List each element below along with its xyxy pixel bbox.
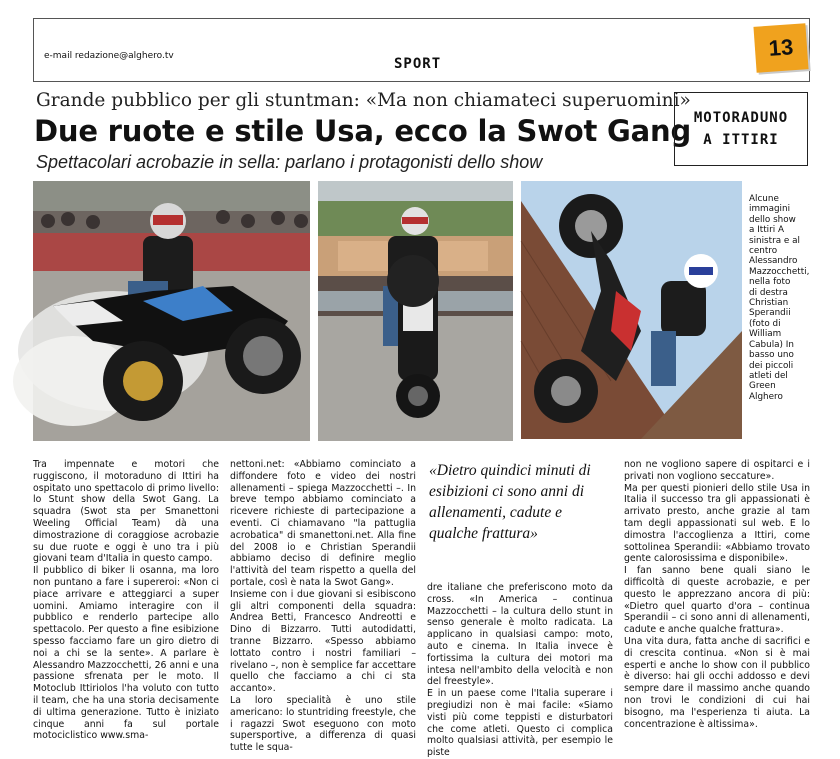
column-paragraph: La loro specialità è uno stile americano: lo stuntriding freestyle, che i ragazzi Swot eseguono con moto supersportive, a differenza di quasi tutte le squa- [230,694,416,754]
column-paragraph: Il pubblico di biker li osanna, ma loro non puntano a fare i supereroi: «Non ci piace arrivare e atteggiarci a super uomini. Amiamo interagire con il pubblico e renderlo partecipe allo spettacolo. Per questo a fine esibizione spesso facciamo fare un giro dietro di noi a chi se la sente». A parlare è Alessandro Mazzocchetti, 26 anni e una passione sfrenata per le moto. Il Motoclub Ittiriolos l'ha voluto con tutto il team, che ha una storia decisamente di ultima generazione. Tutto è iniziato cinque anni fa sul portale motociclistico www.sma- [33,565,219,742]
pull-quote: «Dietro quindici minuti di esibizioni ci sono anni di allenamenti, cadute e qualche frattura» [429,462,591,542]
stuntman-burnout-photo [33,181,310,441]
column-paragraph: dre italiane che preferiscono moto da cross. «In America – continua Mazzocchetti – la cultura dello stunt in senso generale è molto radicata. La applicano in qualsiasi campo: moto, auto e cinema. In Italia invece è fortissima la cultura dei motori ma intesa nell'ambito della velocità e non del freestyle». [427,582,613,688]
column-paragraph: Ma per questi pionieri dello stile Usa in Italia il successo tra gli appassionati è arrivato presto, anche grazie al tam tam degli appassionati sul web. E lo dimostra l'accoglienza a Ittiri, come sottolinea Sperandii: «Abbiamo trovato gente calorosissima e disponibile». [624,482,810,565]
column-paragraph: E in un paese come l'Italia superare i pregiudizi non è mai facile: «Siamo visti più come teppisti e disturbatori che come atleti. Questo ci complica molto qualsiasi attività, per esempio le piste [427,688,613,759]
article-column-4 [624,459,810,751]
column-paragraph: Insieme con i due giovani si esibiscono gli altri componenti della squadra: Andrea Betti, Francesco Andreotti e Dino di Bizzarro. Tutti autodidatti, tranne Bizzarro. «Spesso abbiamo lottato contro i nostri familiari – rivelano –, non è semplice far accettare quello che facciamo a chi ci sta accanto». [230,588,416,695]
header-email: e-mail redazione@alghero.tv [44,51,174,61]
photo-caption: Alcune immagini dello show a Ittiri A sinistra e al centro Alessandro Mazzocchetti, nella foto di destra Christian Sperandii (foto di William Cabula) In basso uno dei piccoli atleti del Green Alghero [749,194,810,402]
column-paragraph: Tra impennate e motori che ruggiscono, il motoraduno di Ittiri ha ospitato uno spettacolo di primo livello: lo Stunt show della Swot Gang. La squadra (Swot sta per Smanettoni Weeling Official Team) dà una dimostrazione di coraggiose acrobazie su due ruote e oggi è uno tra i più giovani team d'Italia in questo campo. [33,459,219,565]
article-title: Due ruote e stile Usa, ecco la Swot Gang [34,114,692,148]
article-subtitle: Spettacolari acrobazie in sella: parlano i protagonisti dello show [36,152,543,172]
event-label-line1: MOTORADUNO [693,110,789,126]
article-column-1 [33,459,219,751]
stuntman-stoppie-photo [521,181,742,439]
event-label-line2: A ITTIRI [703,132,779,148]
header-box [33,18,810,82]
event-label-box [674,92,808,166]
article-kicker: Grande pubblico per gli stuntman: «Ma non chiamateci superuomini» [36,90,691,111]
column-paragraph: non ne vogliono sapere di ospitarci e i privati non vogliono seccature». [624,459,810,482]
column-paragraph: Una vita dura, fatta anche di sacrifici e di crescita continua. «Non si è mai esperti e anche lo show con il pubblico è diverso: hai gli occhi addosso e devi sempre dare il massimo anche quando non trovi le condizioni di cui hai bisogno, ma l'esperienza ti aiuta. La concentrazione è altissima». [624,635,810,730]
column-paragraph: I fan sanno bene quali siano le difficoltà di queste acrobazie, e per questo le apprezzano ancora di più: «Dietro quel quarto d'ora – continua Sperandii – ci sono anni di allenamenti, cadute e anche qualche frattura». [624,565,810,636]
article-column-2 [230,459,416,754]
section-label: SPORT [394,56,442,72]
column-paragraph: nettoni.net: «Abbiamo cominciato a diffondere foto e video dei nostri allenamenti – spiega Mazzocchetti –. In breve tempo abbiamo cominciato a ricevere richieste di partecipazione a eventi. Ci chiamavano "la pattuglia acrobatica" di smanettoni.net. Alla fine del 2008 io e Christian Sperandii abbiamo deciso di definire meglio l'attività del team rispetto a quella del portale, così è nata la Swot Gang». [230,459,416,588]
page-number-badge: 13 [753,23,808,73]
stuntman-wheelie-photo [318,181,513,441]
